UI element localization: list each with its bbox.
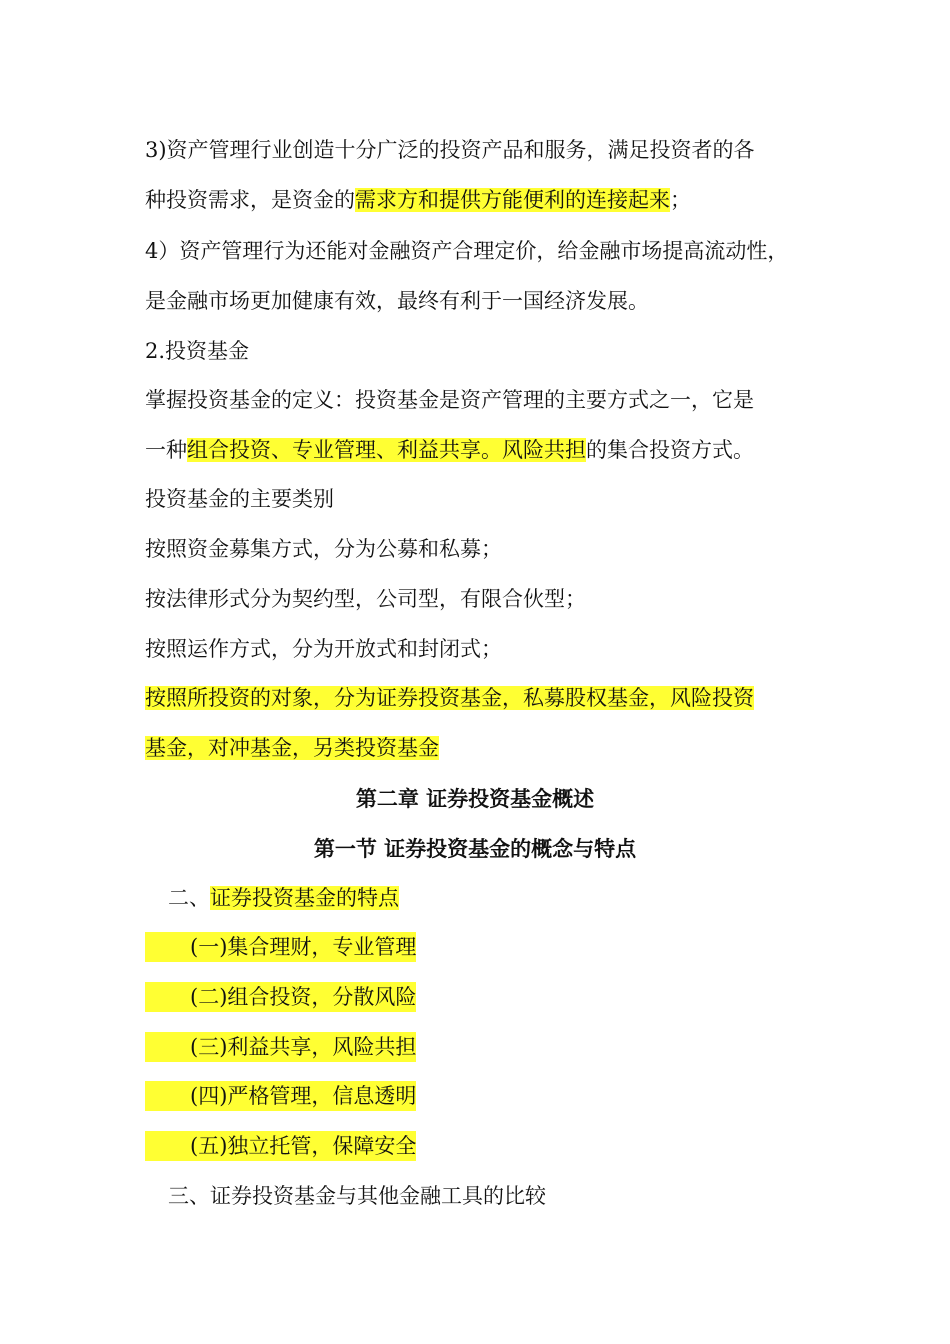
feature-item: (四)严格管理，信息透明 bbox=[145, 1081, 416, 1111]
text: 2.投资基金 bbox=[145, 339, 250, 363]
paragraph-line bbox=[145, 185, 691, 215]
paragraph-line bbox=[145, 236, 788, 266]
highlighted-text: 需求方和提供方能便利的连接起来 bbox=[355, 188, 670, 212]
text: 3)资产管理行业创造十分广泛的投资产品和服务，满足投资者的各 bbox=[145, 138, 755, 162]
chapter-heading: 第二章 证券投资基金概述 bbox=[355, 786, 595, 811]
text: 投资基金的主要类别 bbox=[145, 487, 334, 511]
paragraph-line bbox=[145, 435, 754, 465]
text: 4）资产管理行为还能对金融资产合理定价，给金融市场提高流动性， bbox=[145, 239, 789, 263]
features-title bbox=[168, 883, 399, 913]
paragraph-line bbox=[145, 484, 334, 514]
text: 掌握投资基金的定义：投资基金是资产管理的主要方式之一，它是 bbox=[145, 388, 754, 412]
highlighted-text: 基金，对冲基金，另类投资基金 bbox=[145, 736, 439, 760]
text: ； bbox=[670, 188, 691, 212]
paragraph-line bbox=[145, 733, 439, 763]
text: 按照运作方式，分为开放式和封闭式； bbox=[145, 637, 502, 661]
text: 种投资需求，是资金的 bbox=[145, 188, 355, 212]
text: 三、证券投资基金与其他金融工具的比较 bbox=[168, 1184, 546, 1208]
highlighted-text: 组合投资、专业管理、利益共享。风险共担 bbox=[187, 438, 586, 462]
section-heading: 第一节 证券投资基金的概念与特点 bbox=[313, 836, 637, 861]
paragraph-line bbox=[145, 634, 502, 664]
text: 的集合投资方式。 bbox=[586, 438, 754, 462]
comparison-title bbox=[168, 1181, 546, 1211]
paragraph-line bbox=[145, 286, 649, 316]
paragraph-line bbox=[145, 534, 502, 564]
paragraph-line bbox=[145, 135, 755, 165]
highlighted-text: 按照所投资的对象，分为证券投资基金，私募股权基金，风险投资 bbox=[145, 686, 754, 710]
text: 按照资金募集方式，分为公募和私募； bbox=[145, 537, 502, 561]
section-label bbox=[145, 336, 249, 366]
feature-item: (五)独立托管，保障安全 bbox=[145, 1131, 416, 1161]
text: 一种 bbox=[145, 438, 187, 462]
text: 按法律形式分为契约型，公司型，有限合伙型； bbox=[145, 587, 586, 611]
paragraph-line bbox=[145, 683, 754, 713]
highlighted-text: 证券投资基金的特点 bbox=[210, 886, 399, 910]
feature-item: (一)集合理财，专业管理 bbox=[145, 932, 416, 962]
paragraph-line bbox=[145, 584, 586, 614]
text: 二、 bbox=[168, 886, 210, 910]
feature-item: (三)利益共享，风险共担 bbox=[145, 1032, 416, 1062]
text: 是金融市场更加健康有效，最终有利于一国经济发展。 bbox=[145, 289, 649, 313]
paragraph-line bbox=[145, 385, 754, 415]
feature-item: (二)组合投资，分散风险 bbox=[145, 982, 416, 1012]
